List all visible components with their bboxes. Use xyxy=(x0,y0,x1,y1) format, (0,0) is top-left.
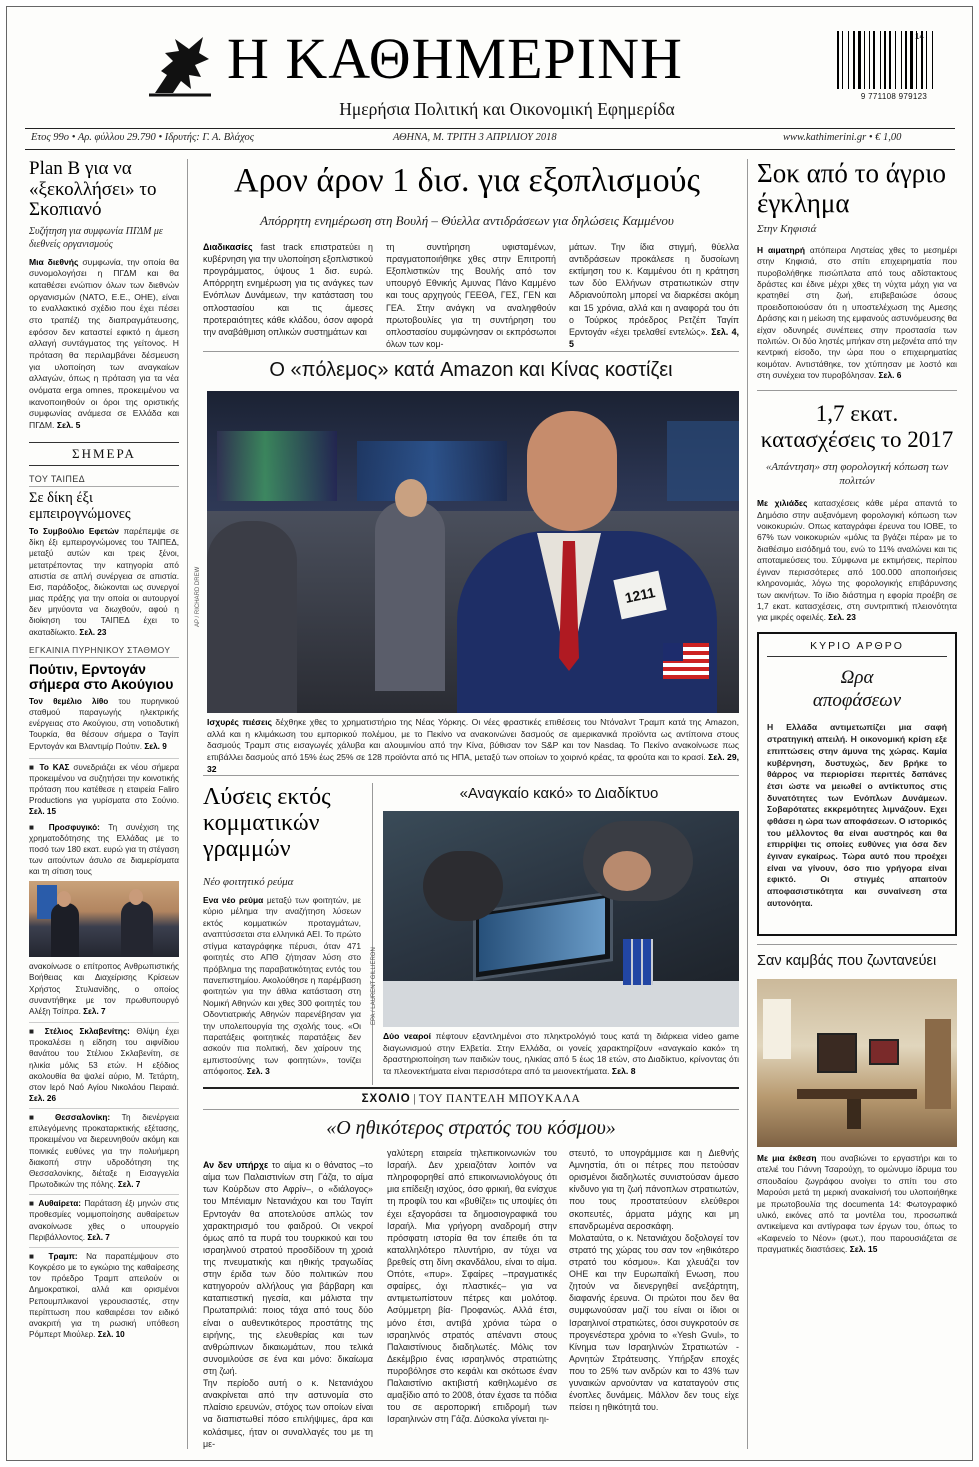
barcode-bar xyxy=(853,31,855,89)
gamer-right-head-shape xyxy=(603,851,651,891)
column-top-rule xyxy=(203,1087,739,1089)
barcode-bar xyxy=(837,31,839,89)
table-shape xyxy=(797,1089,917,1099)
barcode-bar xyxy=(926,31,927,89)
left-column xyxy=(29,159,179,1454)
nyse-caption: Ισχυρές πιέσεις δέχθηκε χθες το χρηματιστήριο της Νέας Υόρκης. Οι νέες φραστικές επιθέσεις του Ντόναλντ Τραμπ κατά της Amazon, αλλά και η κλιμάκωση του εμπορικού πολέμου, με το Πεκίνο να ανακοινώνει δασμούς σε αμερικανικά προϊόντα ως αντίποινα στους δασμούς Τραμπ στις εισαγωγές χάλυβα και αλουμινίου από την Κίνα, βύθισαν τον S&P και τον Nasdaq. Το Πεκίνο ανακοίνωσε πως επιβάλλει δασμούς από 15% έως 25% σε 128 προϊόντα από τις ΗΠΑ, μεταξύ των οποίων το χοιρινό κρέας, τα φρούτα και το κρασί. Σελ. 29, 32 xyxy=(207,717,739,774)
column-col-2: γαλύτερη εταιρεία τηλεπικοινωνιών του Ισραήλ. Δεν χρειαζόταν λοιπόν να πληροφορηθεί από επικοινωνιολόγους ότι μια επίδειξη ισχύος, όσο φρικιή, θα ενίσχυε τη προφίλ του και «βυθίζει» τις υποψίες ότι έχει εξαγοράσει τα δημοσιογραφικά του Ισραήλ. Μια γρήγορη αναδρομή στην πρόσφατη ιστορία θα τον έπειθε ότι τα καταλληλότερο πλυντήριο, αν τύχει να βρεθείς στη δίνη σκανδάλου, είναι το αίμα. Οπότε, «πυρ». Σφαίρες –πραγματικές σφαίρες, όχι πλαστικές– για να αντιμετωπίστουν πέτρες και μολότοφ. Ασύμμετρη βία· Προφανώς. Αλλά έτσι, μόνο έτσι, αντιβά χρόνια τώρα ο ισραηλινός στρατός απέναντι στους Παλαιστίνιους διαδηλωτές. Μόλις τον Δεκέμβριο ένας ισραηλινός στρατιώτης πυροβόλησε στο κεφάλι και σκότωσε έναν Παλαιστίνιο ακτιβιστή καθηλωμένο σε αμαξίδιο από το 2008, όταν έχασε τα πόδια του σε αεροπορική επιδρομή των Ισραηλινών στη Γάζα. Δύσκολα γίνεται ηι- xyxy=(387,1148,557,1425)
year-label: Ετος 99ο xyxy=(31,132,70,143)
column-headline: «Ο ηθικότερος στρατός του κόσμου» xyxy=(326,1117,616,1139)
barcode-bar xyxy=(848,31,849,89)
taiped-body: Το Συμβούλιο Εφετών παρέπεμψε σε δίκη έξι εμπειρογνώμονες του ΤΑΙΠΕΔ, μεταξύ αυτών και τρεις ξένοι, μετατρέποντας την κατηγορία από απιστία σε απλή συνέργεια σε απιστία. Εισ, παράδοξος, διώκονται ως συνεργοί μιας πράξης για την οποία οι αυτουργοί δεν μηνύοντα να διωχθούν, αφού η διοίκηση του ΤΑΙΠΕΔ έχει το ακαταδίωκτο. Σελ. 23 xyxy=(29,527,179,637)
editorial-body: Η Ελλάδα αντιμετωπίζει μια σαφή στρατηγική απειλή. Η οικονομική κρίση εξε επιπτώσεις στην άμυνα της χώρας. Καμία κυβέρνηση, δυστυχώς, δεν βρήκε το θάρρος να περιορίσει περιττές δαπάνες έτσι ώστε να μειωθεί ο αντίκτυπος στις δυνατότητες των Ενόπλων Δυνάμεων. Σοβαρότατες εκκρεμότητες λιμνάζουν. Εχει φθάσει η ώρα των αποφάσεων. Ο ιστορικός του μέλλοντος θα είναι αυστηρός και θα επιρρίψει τις οποίες ευθύνες για όσα δεν έγιναν εγκαίρως. Τώρα αυτό που προέχει είναι να γίνουν, όσο πιο γρήγορα είναι εφικτό. Οι στιγμές απαιτούν αποφασιστικότητα και συναίνεση στα αυτονόητα. xyxy=(767,722,947,908)
sklavenitis-brief: ■ Στέλιος Σκλαβενίτης: Θλίψη έχει προκαλέσει η είδηση του αιφνίδιου θανάτου του Στέλιου Σκλαβενίτη, σε ηλικία μόλις 53 ετών. Η εξόδιος ακολουθία θα ψαλεί αύριο, Μ. Τετάρτη, στον Ιερό Ναό Αγίου Νικολάου Πειραιά. Σελ. 26 xyxy=(29,1022,179,1104)
editorial-label: ΚΥΡΙΟ ΑΡΘΡΟ xyxy=(767,640,947,657)
plan-b-headline: Plan B για να «ξεκολλήσει» το Σκοπιανό xyxy=(29,158,157,221)
date-label: ΑΘΗΝΑ, Μ. ΤΡΙΤΗ 3 ΑΠΡΙΛΙΟΥ 2018 xyxy=(393,132,557,143)
nyse-photo-credit: AP / RICHARD DREW xyxy=(195,566,201,627)
griffin-logo-icon xyxy=(145,31,215,99)
painting-shape xyxy=(817,1033,857,1073)
plan-b-ref[interactable]: Σελ. 5 xyxy=(56,420,81,431)
barcode-issue: 14 xyxy=(915,32,924,41)
museum-body: Με μια έκθεση που αναβιώνει το εργαστήρι και το ατελιέ του Γιάννη Τσαρούχη, το ομώνυμο ίδρυμα του σπουδαίου ζωγράφου ανοίγει το σπίτι του στο Μαρούσι μετά τη μερική ανακαίνισή του υλοποιήθηκε με πρωτοβουλία της documenta 14: Φωτογραφικό υλικό, εικόνες από τα μοντέλα του, προσωπικά αντικείμενα και αντίγραφα των έργων του, όπως το «Καφενείο το Νέον» (φωτ.), που παρουσιάζεται σε πραγματικές διαστάσεις. Σελ. 15 xyxy=(757,1152,958,1255)
afthaireta-brief: ■ Αυθαίρετα: Παράταση έξι μηνών στις προθεσμίες νομιμοποίησης αυθαίρετων ανακοίνωσε χθες ο υπουργείο Περιβάλλοντος. Σελ. 7 xyxy=(29,1194,179,1243)
site-link[interactable]: www.kathimerini.gr xyxy=(783,132,867,143)
simera-header: ΣΗΜΕΡΑ xyxy=(29,442,179,466)
taiped-tag: ΤΟΥ ΤΑΙΠΕΔ xyxy=(29,474,179,487)
main-deck: Απόρρητη ενημέρωση στη Βουλή – Θύελλα αντιδράσεων για δηλώσεις Καμμένου xyxy=(260,213,674,228)
us-flag-canton-shape xyxy=(663,643,683,661)
akkuyu-headline: Πούτιν, Ερντογάν σήμερα στο Ακούγιου xyxy=(29,660,174,692)
barcode-bar xyxy=(901,31,902,89)
barcode-bar xyxy=(889,31,891,89)
nyse-photo xyxy=(207,391,739,713)
tax-headline: 1,7 εκατ. κατασχέσεις το 2017 xyxy=(760,400,954,453)
man-mid-shape xyxy=(375,501,445,691)
column-byline xyxy=(203,1093,739,1105)
window-shape xyxy=(763,999,791,1059)
screen-shape-2 xyxy=(357,441,507,501)
man-left-shape xyxy=(207,521,297,713)
site-label: www.kathimerini.gr • € 1,00 xyxy=(783,132,902,143)
internet-caption: Δύο νεαροί πέφτουν εξαντλημένοι στο πληκτρολόγιό τους κατά τη διάρκεια video game διαγωνισμού στην Ελβετία. Στην Ελλάδα, οι γονείς χαρακτηρίζουν «αναγκαίο κακό» τη δραστηριοποίηση των παιδιών τους, ηλικίας από 5 έως 18 ετών, στο Διαδίκτυο, κρίνοντας ότι τα πλεονεκτήματα είναι περισσότερα από τα μειονεκτήματα. Σελ. 8 xyxy=(383,1031,739,1077)
students-deck: Νέο φοιτητικό ρεύμα xyxy=(203,876,294,888)
gamers-photo-credit: EPA / LAURENT GILLIERON xyxy=(371,947,377,1025)
students-rule xyxy=(372,783,373,1085)
column-separator: | xyxy=(413,1093,419,1105)
thessaloniki-brief: ■ Θεσσαλονίκη: Τη διενέργεια επιλεγόμενης προκαταρκτικής εξέτασης, προκειμένου να διερευνηθούν ακόμη και ποινικές ευθύνες για την πολυήμερη διακοπή στην υδροδότηση της Θεσσαλονίκης, διέταξε η Εισαγγελία Πρωτοδικών της πόλης. Σελ. 7 xyxy=(29,1108,179,1190)
chair-shape xyxy=(847,1099,861,1129)
main-story-col-3: μάτων. Την ίδια στιγμή, θύελλα αντιδράσεων προκάλεσε η δυσοίωνη εκτίμηση του κ. Καμμένου ότι η κράτηση των δύο Ελλήνων στρατιωτικών στην Αδριανούπολη μπορεί να διαρκέσει ακόμη και 15 χρόνια, αλλά και η αναφορά του ότι ο Τούρκος πρόεδρος Ρετζέπ Ταγίπ Ερντογάν «έχει τρελαθεί εντελώς». Σελ. 4, 5 xyxy=(569,242,739,349)
main-story-columns xyxy=(203,241,739,349)
photo-bottom-rule xyxy=(203,775,739,776)
museum-photo xyxy=(757,979,957,1147)
barcode-bar xyxy=(884,31,886,89)
main-story-col-1: Διαδικασίες fast track επιστρατεύει η κυβέρνηση για την υλοποίηση εξοπλιστικού προγράμματος, ύψους 1 δισ. ευρώ. Απόρρητη ενημέρωση για τις ανάγκες των Ενόπλων Δυνάμεων, την κατάσταση του οπλοστασίου και τις άμεσες προτεραιότητες κάθε κλάδου, όσον αφορά την αναβάθμιση οπλικών συστημάτων και xyxy=(203,242,373,337)
newspaper-front-page xyxy=(6,6,973,1461)
cans-shape xyxy=(623,939,653,985)
akkuyu-body: Τον θεμέλιο λίθο του πυρηνικού σταθμού παραγωγής ηλεκτρικής ενέργειας στο Ακούγιου, στη νοτιοδυτική Τουρκία, θα θέσουν σήμερα ο Ταγίπ Ερντογάν και Βλαντιμίρ Πούτιν. Σελ. 9 xyxy=(29,696,179,751)
akkuyu-tag: ΕΓΚΑΙΝΙΑ ΠΥΡΗΝΙΚΟΥ ΣΤΑΘΜΟΥ xyxy=(29,645,179,658)
editorial-bottom-rule xyxy=(757,944,957,945)
right-column xyxy=(757,159,957,1454)
barcode-bar xyxy=(895,31,896,89)
issue-label: Αρ. φύλλου 29.790 xyxy=(77,132,156,143)
barcode-bar xyxy=(905,31,907,89)
internet-headline: «Αναγκαίο κακό» το Διαδίκτυο xyxy=(459,785,659,802)
photo-headline: Ο «πόλεμος» κατά Amazon και Κίνας κοστίζει xyxy=(269,359,673,381)
newspaper-subtitle: Ημερήσια Πολιτική και Οικονομική Εφημερίδα xyxy=(339,99,675,119)
kas-brief: ■ Το ΚΑΣ συνεδριάζει εκ νέου σήμερα προκειμένου να συζητήσει την κοινοτικής πρόταση που κατέθεσε η εταιρεία Faliro Productions για γυρίσματα στο Σούνιο. Σελ. 15 xyxy=(29,758,179,818)
crime-deck: Στην Κηφισιά xyxy=(757,223,817,236)
column-byline-rule xyxy=(203,1109,739,1110)
trader-head-shape xyxy=(527,411,617,531)
person-right-shape xyxy=(121,901,153,957)
plan-b-deck: Συζήτηση για συμφωνία ΠΓΔΜ με διεθνείς οργανισμούς xyxy=(29,225,163,250)
main-headline: Αρον άρον 1 δισ. για εξοπλισμούς xyxy=(234,162,700,199)
barcode-bar xyxy=(864,31,865,89)
tax-body: Με χιλιάδες κατασχέσεις κάθε μέρα απαντά το Δημόσιο στην αυξανόμενη φορολογική κόπωση των νοικοκυριών. Οπως καταγράφει έρευνα του ΙΟΒΕ, το 67% των νοικοκυριών «μόλις τα βγάζει πέρα» με το διαθέσιμο εισόδημά του, ενώ το 11% αναλώνει και τις αποταμιεύσεις του. Σύμφωνα με εκτιμήσεις, περίπου έγιναν περισσότερες από 100.000 αποποιήσεις κληρονομιάς, λόγω της φορολογικής επιβάρυνσης των ακινήτων. Το ίδιο διάστημα η εφορία προέβη σε 1,7 εκατ. κατασχέσεις, στη συντριπτική πλειονότητα για μικρές οφειλές. Σελ. 23 xyxy=(757,498,957,623)
right-column-rule xyxy=(747,159,748,1449)
trader-badge-number: 1211 xyxy=(623,584,657,606)
main-story-col-2: τη συντήρηση υφισταμένων, πραγματοποιήθηκε χθες στην Επιτροπή Εξοπλιστικών της Βουλής από τον υπουργό Εθνικής Αμυνας Πάνο Καμμένο και τους αρχηγούς ΓΕΕΘΑ, ΓΕΣ, ΓΕΝ και ΓΕΑ. Στην ανάγκη να αναληφθούν πρωτοβουλίες για τη συντήρηση του οπλοστασίου συμφώνησαν οι εκπρόσωποι όλων των κομ- xyxy=(386,242,556,349)
crime-headline: Σοκ από το άγριο έγκλημα xyxy=(757,158,947,218)
barcode-icon xyxy=(835,31,953,91)
students-body: Ενα νέο ρεύμα μεταξύ των φοιτητών, με κύριο μέλημα την αναζήτηση λύσεων εκτός κομματικών προταγμάτων, αναπτύσσεται στα ελληνικά ΑΕΙ. Το πρώτο στίγμα καταγράφηκε πέρυσι, όταν 471 φοιτητές στο ΑΠΘ ζήτησαν λύση στο πρόβλημα της παραβατικότητας εντός του πανεπιστημίου. Ακολούθησε η παρέμβαση φοιτητών για την άθλια κατάσταση στη Νομική Αθηνών και χθες 300 φοιτητές του Οδοντιατρικής Αθηνών παρενέβησαν για την υπολειτουργία της σχολής τους. «Οι παρατάξεις φοιτητικές παρατάξεις δεν ασκούν πια πολιτική, δεν χαίρουν της εμπιστοσύνης των φοιτητών», τονίζει απόφοιτος. Σελ. 3 xyxy=(203,895,361,1077)
meeting-photo xyxy=(29,881,179,957)
column-label: ΣΧΟΛΙΟ xyxy=(361,1093,411,1105)
museum-headline: Σαν καμβάς που ζωντανεύει xyxy=(757,952,937,969)
taiped-item xyxy=(29,474,179,638)
crime-rule xyxy=(757,390,957,391)
students-headline: Λύσεις εκτός κομματικών γραμμών xyxy=(203,784,331,862)
plan-b-body: Μια διεθνής συμφωνία, την οποία θα συνομολογήσει η ΠΓΔΜ και θα καταθέσει ενώπιον όλων των διεθνών οργανισμών (ΝΑΤΟ, Ε.Ε., ΟΗΕ), είναι το εναλλακτικό σχέδιο που έχει πέσει στο τραπέζι της διαπραγμάτευσης, εφόσον δεν καταστεί εφικτό η άμεση αλλαγή συντάγματος της γείτονος. Η πρόταση θα περιλαμβάνει δέσμευση για υλοποίηση των αναγκαίων αλλαγών, όπως η πρόταση για τα νέα ονόματα erga omnes, προκειμένου να ικανοποιηθούν οι όροι της οριστικής συμφωνίας ανάμεσα σε Ελλάδα και ΠΓΔΜ. Σελ. 5 xyxy=(29,256,179,431)
price-label: € 1,00 xyxy=(875,132,902,143)
barcode-bar xyxy=(932,31,933,89)
painting-2-shape xyxy=(869,1039,899,1065)
man-mid-head-shape xyxy=(395,479,427,517)
editorial-headline: Ωρα αποφάσεων xyxy=(812,666,902,711)
info-bar-bottom-rule xyxy=(25,149,955,150)
door-shape xyxy=(925,1019,951,1109)
refugee-brief: ■ Προσφυγικό: Τη συνέχιση της χρηματοδότησης της Ελλάδας με το ποσό των 180 εκατ. ευρώ για τη στέγαση των αιτούντων άσυλο σε διαμερίσματα και τη σίτιση τους xyxy=(29,822,179,877)
stylianides-text: ανακοίνωσε ο επίτροπος Ανθρωπιστικής Βοήθειας και Διαχείρισης Κρίσεων Χρήστος Στυλιανίδης, ο οποίος συναντήθηκε με τον πρωθυπουργό Αλέξη Τσίπρα. Σελ. 7 xyxy=(29,962,179,1016)
column-author: ΤΟΥ ΠΑΝΤΕΛΗ ΜΠΟΥΚΑΛΑ xyxy=(418,1093,581,1105)
main-story-rule xyxy=(203,351,739,352)
newspaper-title: Η ΚΑΘΗΜΕΡΙΝΗ xyxy=(227,26,683,91)
desk-shape xyxy=(383,981,739,1027)
left-column-rule xyxy=(187,159,188,1449)
column-col-3: στευτό, το υπογράμμισε και η Διεθνής Αμνηστία, ότι οι πέτρες που πετούσαν ορισμένοι διαδηλωτές συνιστούσαν άμεσο κίνδυνο για τη ζωή πάνοπλων στρατιωτών, που τους προστατεύουν ελεύθεροι σκοπευτές, άρματα μάχης και μη επανδρωμένα αεροσκάφη. Μολαταύτα, ο κ. Νετανιάχου δοξολογεί τον στρατό της χώρας του σαν τον «ηθικότερο στρατό του κόσμου». Και χλευάζει τον ΟΗΕ και την Ευρωπαϊκή Ενωση, που ζητούν να διενεργηθεί ανεξάρτητη, διαφανής έρευνα. Οι πρώτοι που δεν θα συμφωνούσαν μαζί του είναι οι ίδιοι οι Ισραηλινοί στρατιώτες, όσοι συγκροτούν σε προγενέστερα χρόνια το «Yesh Gvul», το Κίνημα των Ισραηλινών Στρατιωτών - Αρνητών Στράτευσης. Υπήρξαν εποχές που το 25% των ανδρών και το 43% των γυναικών αρνούνταν να καταταγούν στις ένοπλες δυνάμεις. Μάλλον δεν τους είχε πείσει η ηθικότητά του. xyxy=(569,1148,739,1413)
taiped-headline: Σε δίκη έξι εμπειρογνώμονες xyxy=(29,489,131,522)
barcode-bar xyxy=(858,31,861,89)
gamer-left-shape xyxy=(423,851,503,921)
tax-deck: «Απάντηση» στη φορολογική κόπωση των πολιτών xyxy=(765,460,949,487)
barcode-bar xyxy=(880,31,881,89)
founder-label: Ιδρυτής: Γ. Α. Βλάχος xyxy=(164,132,255,143)
info-bar: Ετος 99ο • Αρ. φύλλου 29.790 • Ιδρυτής: Γ. Α. Βλάχος ΑΘΗΝΑ, Μ. ΤΡΙΤΗ 3 ΑΠΡΙΛΙΟΥ 2018 www.kathimerini.gr • € 1,00 xyxy=(31,132,902,143)
info-bar-top-rule xyxy=(25,128,955,129)
masthead xyxy=(7,7,972,129)
barcode-bar xyxy=(842,31,843,89)
barcode-number: 9 771108 979123 xyxy=(860,92,928,101)
crime-body: Η αιματηρή απόπειρα Ληστείας χθες το μεσημέρι στην Κηφισιά, στο σπίτι επιχειρηματία που πυροβολήθηκε πισώπλατα από τους αδίστακτους δράστες και έδινε μέχρι χθες τη νύχτα μάχη για να κρατηθεί στη ζωή, επιβεβαιώσε όσους προειδοποιούσαν ότι η υποστελέχωση της Αμεσης Δράσης και η μείωση της εμφανούς αστυνόμευσης θα είχαν οδυνηρές συνέπειες στην προστασία των πολιτών. Οι δύο ληστές μπήκαν στη μεζονέτα από την κεντρική είσοδο, την ώρα που ο επιχειρηματίας κοιμόταν. Αντιστάθηκε, τον χτύπησαν με λοστό και στη συνέχεια τον πυροβόλησαν. Σελ. 6 xyxy=(757,244,957,381)
screen-shape-3 xyxy=(667,421,739,501)
screen-shape xyxy=(217,431,337,501)
barcode-bar xyxy=(873,31,875,89)
trump-brief: ■ Τραμπ: Να παραπέμψουν στο Κογκρέσο με το εγκώριο της καθαίρεσης τον πρόεδρο Τραμπ απειλούν οι Δημοκρατικοί, αλλά και ορισμένοι Ρεπουμπλικανοί γερουσιαστές, στην περίπτωση που καθαιρέσει τον ειδικό ανακριτή για τη ρωσική υπόθεση Ρόμπερτ Μιούλερ. Σελ. 10 xyxy=(29,1247,179,1340)
barcode-bar xyxy=(910,31,913,89)
gamers-photo xyxy=(383,811,739,1027)
editorial-box xyxy=(757,632,957,936)
akkuyu-item xyxy=(29,645,179,752)
column-col-1: Αν δεν υπήρχε το αίμα κι ο θάνατος –το αίμα των Παλαιστινίων στη Γάζα, το αίμα των Κούρδων στο Αφρίν–, ο «διάλογος» του Μπένιαμιν Νετανιάχου και του Ταγίπ Ερντογάν θα αποτελούσε απλώς τον χαρακτηρισμό του φαιδρού. Οι νεκροί όμως από τα πυρά του τουρκικού και του ισραηλινού στρατού προσδίδουν τη χροιά της πνευματικής και ηθικής τραγωδίας στην έριδα των δύο πολιτικών που κατηγορούν αλλήλους για βάρβαρη και καταπιεστική ηγεσία, και μάλιστα την Πρωταπριλιά: ποιος τάχα από τους δύο είναι ο αυθεντικότερος προστάτης της ειρήνης, της ελευθερίας και των ανθρώπινων δικαιωμάτων, που τελικά συνομιλούσε σε ένα και μόνο: δικαίωμα στη ζωή. Την περίοδο αυτή ο κ. Νετανιάχου ανακρίνεται από την αστυνομία στο πλαίσιο ερευνών, στόχος των οποίων είναι να διαπιστωθεί πόσο επιλήψιμες, άρα και κολάσιμες, ήταν οι συναλλαγές του με τη με- xyxy=(203,1160,373,1449)
person-left-shape xyxy=(51,903,79,957)
barcode-bar xyxy=(869,31,870,89)
